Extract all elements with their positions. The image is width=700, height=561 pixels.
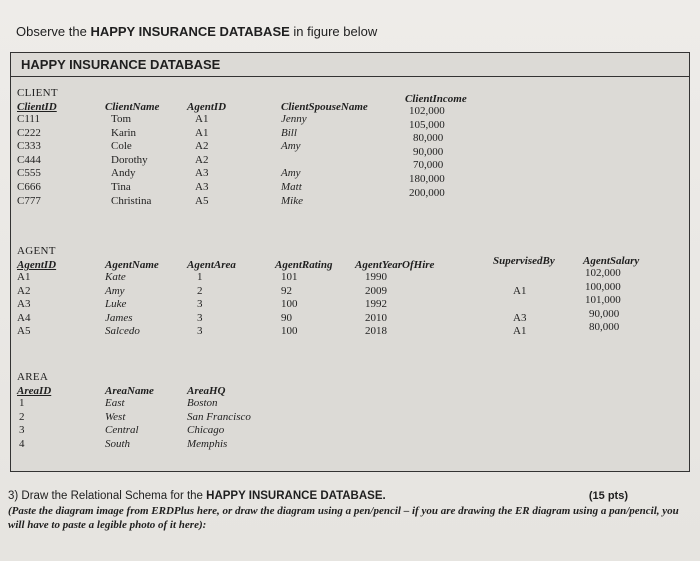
client-header-income: ClientIncome	[405, 93, 467, 105]
intro-text	[16, 24, 377, 39]
client-spouse-cell: Amy	[281, 167, 301, 180]
client-header-id: ClientID	[17, 101, 57, 113]
agent-name-cell: Kate	[105, 271, 126, 283]
client-header-spouse: ClientSpouseName	[281, 101, 368, 113]
client-agent-cell: A5	[195, 194, 209, 207]
client-header-agent: AgentID	[187, 101, 227, 113]
agent-col-year	[355, 259, 434, 339]
question-block	[8, 490, 688, 532]
agent-name-cell: James	[105, 311, 133, 324]
client-col-income	[405, 93, 467, 200]
area-name-cell: East	[105, 397, 125, 409]
client-id-cell: C222	[17, 126, 41, 139]
agent-rating-cell: 100	[281, 325, 298, 338]
agent-header-name: AgentName	[105, 259, 159, 271]
area-id-cell: 4	[19, 437, 25, 450]
intro-bold: HAPPY INSURANCE DATABASE	[90, 24, 290, 39]
agent-salary-cell: 102,000	[585, 267, 621, 279]
agent-header-id: AgentID	[17, 259, 57, 271]
agent-salary-cell: 101,000	[585, 294, 621, 307]
client-spouse-cell: Mike	[281, 194, 303, 207]
client-id-cell: C777	[17, 194, 41, 207]
agent-supervised-cell	[493, 271, 555, 285]
agent-area-cell: 2	[197, 284, 203, 297]
client-spouse-cell: Bill	[281, 126, 297, 139]
client-income-cell: 180,000	[409, 172, 445, 185]
area-hq-cell: Chicago	[187, 424, 225, 437]
agent-year-cell: 2009	[365, 284, 387, 297]
client-id-cell: C666	[17, 180, 41, 193]
question-instructions: (Paste the diagram image from ERDPlus here, or draw the diagram using a pen/pencil – if you are drawing the ER diagram using a pan/pencil, you will have to paste a legible photo of it here):	[8, 505, 679, 531]
agent-salary-cell: 100,000	[585, 280, 621, 293]
client-col-id	[17, 101, 57, 208]
agent-area-cell: 3	[197, 311, 203, 324]
client-name-cell: Christina	[111, 194, 152, 207]
client-header-name: ClientName	[105, 101, 160, 113]
client-agent-cell: A3	[195, 180, 209, 193]
area-id-cell: 2	[19, 410, 25, 423]
area-hq-cell: San Francisco	[187, 410, 251, 423]
agent-id-cell: A1	[17, 271, 31, 283]
area-hq-cell: Boston	[187, 397, 218, 409]
agent-rating-cell: 92	[281, 284, 292, 297]
client-id-cell: C111	[17, 113, 41, 125]
client-income-cell: 105,000	[409, 118, 445, 131]
agent-supervised-cell	[493, 298, 555, 312]
client-name-cell: Andy	[111, 167, 136, 180]
agent-salary-cell: 90,000	[589, 307, 620, 320]
area-name-cell: Central	[105, 424, 139, 437]
question-line	[8, 490, 688, 502]
client-col-agent	[187, 101, 226, 208]
client-income-cell: 102,000	[409, 105, 445, 117]
agent-area-cell: 1	[197, 271, 203, 283]
agent-header-salary: AgentSalary	[583, 255, 640, 267]
client-spouse-cell: Amy	[281, 140, 301, 153]
agent-name-cell: Salcedo	[105, 325, 140, 338]
client-name-cell: Tom	[111, 113, 132, 125]
agent-col-id	[17, 259, 56, 339]
agent-name-cell: Amy	[105, 284, 125, 297]
client-income-cell: 200,000	[409, 186, 445, 199]
question-points: (15 pts)	[588, 490, 628, 502]
area-id-cell: 1	[19, 397, 25, 409]
client-agent-cell: A3	[195, 167, 209, 180]
area-hq-cell: Memphis	[187, 437, 228, 450]
agent-supervised-cell: A1	[513, 284, 527, 297]
client-col-spouse	[281, 101, 368, 208]
agent-col-name	[105, 259, 159, 339]
intro-suffix: in figure below	[289, 24, 378, 39]
agent-area-cell: 3	[197, 298, 203, 311]
intro-prefix: Observe the	[16, 24, 91, 39]
agent-col-area	[187, 259, 236, 339]
agent-rating-cell: 101	[281, 271, 298, 283]
agent-rating-cell: 100	[281, 298, 298, 311]
client-spouse-cell: Matt	[281, 180, 302, 193]
client-spouse-cell	[281, 154, 368, 168]
client-agent-cell: A2	[195, 140, 209, 153]
agent-year-cell: 1992	[365, 298, 387, 311]
database-title: HAPPY INSURANCE DATABASE	[11, 53, 689, 77]
area-col-id	[17, 385, 51, 451]
client-agent-cell: A1	[195, 126, 209, 139]
client-id-cell: C333	[17, 140, 41, 153]
client-table-name: CLIENT	[17, 87, 58, 99]
client-name-cell: Tina	[111, 180, 131, 193]
agent-rating-cell: 90	[281, 311, 292, 324]
client-col-name	[105, 101, 159, 208]
area-col-hq	[187, 385, 251, 451]
database-figure	[10, 52, 690, 472]
agent-header-year: AgentYearOfHire	[355, 259, 435, 271]
agent-year-cell: 2018	[365, 325, 387, 338]
agent-col-rating	[275, 259, 332, 339]
client-id-cell: C444	[17, 153, 41, 166]
agent-name-cell: Luke	[105, 298, 127, 311]
agent-id-cell: A4	[17, 311, 31, 324]
client-agent-cell: A2	[195, 153, 209, 166]
area-id-cell: 3	[19, 424, 25, 437]
area-header-hq: AreaHQ	[187, 385, 226, 397]
client-name-cell: Cole	[111, 140, 132, 153]
area-header-name: AreaName	[105, 385, 154, 397]
agent-id-cell: A3	[17, 298, 31, 311]
question-prefix: 3) Draw the Relational Schema for the	[8, 490, 207, 502]
agent-table-name: AGENT	[17, 245, 56, 257]
agent-header-area: AgentArea	[187, 259, 236, 271]
agent-header-supervised: SupervisedBy	[493, 255, 555, 267]
client-agent-cell: A1	[195, 113, 209, 125]
area-header-id: AreaID	[17, 385, 52, 397]
agent-year-cell: 1990	[365, 271, 387, 283]
area-name-cell: South	[105, 437, 131, 450]
client-name-cell: Karin	[111, 126, 137, 139]
client-spouse-cell: Jenny	[281, 113, 307, 125]
agent-supervised-cell: A1	[513, 325, 527, 338]
area-col-name	[105, 385, 154, 451]
agent-col-salary	[583, 255, 639, 335]
question-bold: HAPPY INSURANCE DATABASE.	[206, 490, 386, 502]
agent-salary-cell: 80,000	[589, 321, 620, 334]
client-name-cell: Dorothy	[111, 153, 148, 166]
client-income-cell: 70,000	[413, 159, 444, 172]
client-income-cell: 90,000	[413, 145, 444, 158]
client-income-cell: 80,000	[413, 132, 444, 145]
agent-year-cell: 2010	[365, 311, 387, 324]
agent-col-supervised	[493, 255, 555, 339]
area-name-cell: West	[105, 410, 126, 423]
agent-supervised-cell: A3	[513, 311, 527, 324]
client-id-cell: C555	[17, 167, 41, 180]
area-table-name: AREA	[17, 371, 49, 383]
agent-header-rating: AgentRating	[275, 259, 333, 271]
agent-area-cell: 3	[197, 325, 203, 338]
agent-id-cell: A5	[17, 325, 31, 338]
agent-id-cell: A2	[17, 284, 31, 297]
